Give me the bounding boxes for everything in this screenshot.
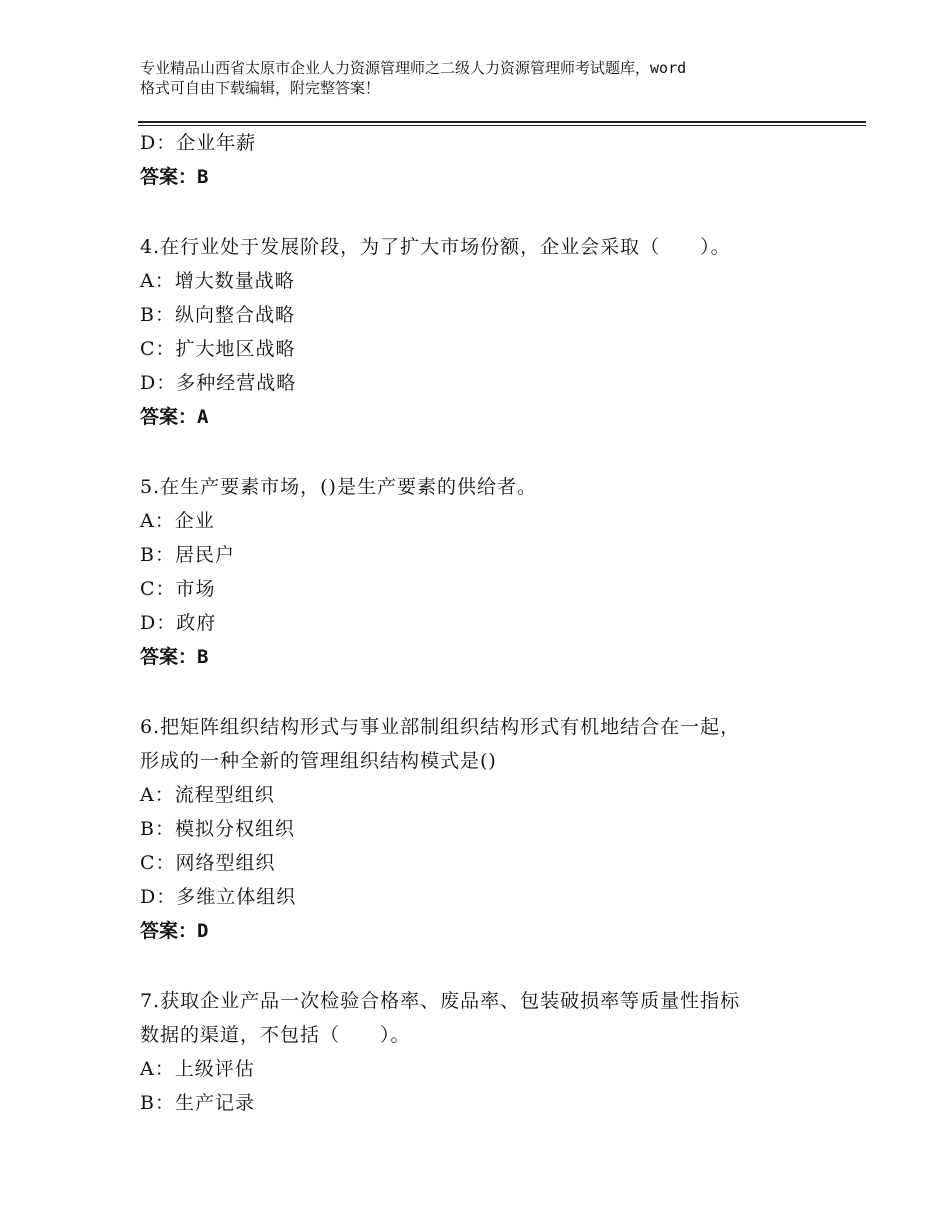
option-a: A：上级评估 [140, 1058, 255, 1080]
option-b: B：居民户 [140, 544, 235, 566]
question-5 [140, 470, 840, 674]
option-b: B：模拟分权组织 [140, 818, 295, 840]
option-c: C：市场 [140, 578, 216, 600]
header-divider-thick [138, 121, 866, 123]
option-a: A：流程型组织 [140, 784, 275, 806]
option-d: D：多维立体组织 [140, 886, 297, 908]
question-list [140, 126, 840, 1120]
previous-question-tail [140, 126, 840, 194]
answer-line: 答案：B [140, 166, 209, 188]
document-header [140, 58, 840, 98]
header-title-line-1: 专业精品山西省太原市企业人力资源管理师之二级人力资源管理师考试题库，word [140, 59, 687, 77]
option-d: D：政府 [140, 612, 217, 634]
question-stem-line-2: 数据的渠道，不包括（ ）。 [140, 1024, 411, 1046]
option-d: D：企业年薪 [140, 132, 257, 154]
option-a: A：企业 [140, 510, 215, 532]
answer-line: 答案：A [140, 406, 209, 428]
answer-line: 答案：B [140, 646, 209, 668]
question-stem: 4.在行业处于发展阶段，为了扩大市场份额，企业会采取（ ）。 [140, 236, 731, 258]
question-stem-line-2: 形成的一种全新的管理组织结构模式是() [140, 750, 497, 772]
question-stem-line-1: 7.获取企业产品一次检验合格率、废品率、包装破损率等质量性指标 [140, 990, 741, 1012]
option-d: D：多种经营战略 [140, 372, 297, 394]
header-title-line-2: 格式可自由下载编辑，附完整答案！ [140, 79, 381, 97]
option-b: B：纵向整合战略 [140, 304, 295, 326]
option-c: C：网络型组织 [140, 852, 276, 874]
question-stem-line-1: 6.把矩阵组织结构形式与事业部制组织结构形式有机地结合在一起， [140, 716, 741, 738]
question-6 [140, 710, 840, 948]
question-7 [140, 984, 840, 1120]
answer-line: 答案：D [140, 920, 209, 942]
question-4 [140, 230, 840, 434]
option-c: C：扩大地区战略 [140, 338, 296, 360]
option-a: A：增大数量战略 [140, 270, 295, 292]
option-b: B：生产记录 [140, 1092, 255, 1114]
question-stem: 5.在生产要素市场，()是生产要素的供给者。 [140, 476, 537, 498]
